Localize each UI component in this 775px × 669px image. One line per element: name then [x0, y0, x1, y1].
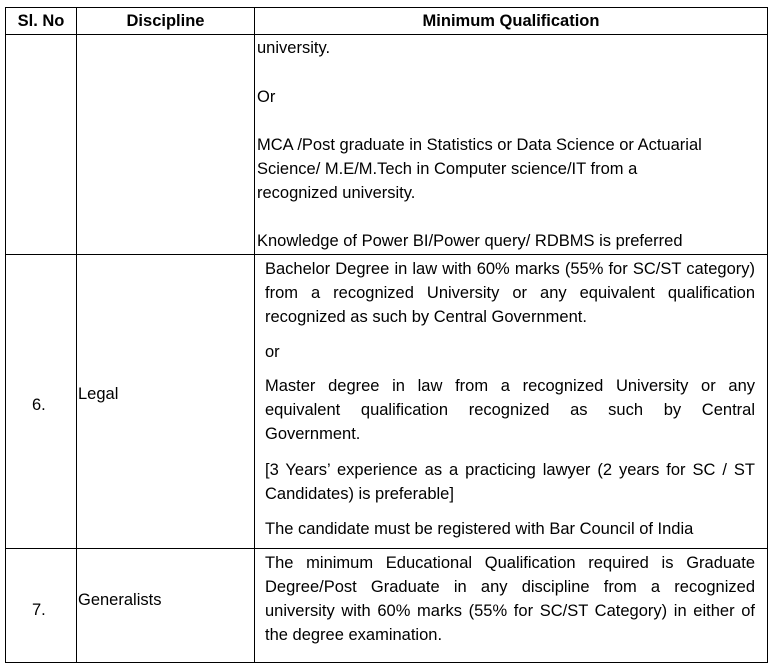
qualification-text: Master degree in law from a recognized University or any equivalent qualification recognized as such by Central Government. [265, 377, 755, 443]
row-discipline: Generalists [78, 591, 162, 609]
experience-text: [3 Years’ experience as a practicing lawyer (2 years for SC / ST Candidates) is preferable] [265, 461, 755, 503]
or-separator: or [265, 343, 280, 361]
row-discipline: Legal [78, 385, 119, 403]
header-discipline: Discipline [126, 12, 205, 30]
header-sl-no: Sl. No [17, 12, 65, 30]
header-minimum-qualification: Minimum Qualification [422, 12, 600, 30]
registration-text: The candidate must be registered with Bar Council of India [265, 520, 694, 538]
or-separator: Or [257, 88, 276, 106]
qualification-text: The minimum Educational Qualification required is Graduate Degree/Post Graduate in any discipline from a recognized university with 60% marks (55% for SC/ST Category) in either of the degree examination. [265, 554, 755, 644]
table-border-top [5, 7, 768, 8]
qualification-text: Science/ M.E/M.Tech in Computer science/IT from a [257, 160, 638, 178]
qualification-text: recognized university. [257, 184, 416, 202]
column-divider [76, 7, 77, 663]
header-divider [5, 34, 768, 35]
qualification-text: Bachelor Degree in law with 60% marks (55% for SC/ST category) from a recognized University or any equivalent qualification recognized as such by Central Government. [265, 260, 755, 326]
table-border-left [5, 7, 6, 663]
column-divider [254, 7, 255, 663]
qualification-text: university. [257, 39, 331, 57]
row-sl-no: 6. [32, 396, 46, 414]
preference-text: Knowledge of Power BI/Power query/ RDBMS is preferred [257, 232, 683, 250]
row-divider [5, 254, 768, 255]
row-sl-no: 7. [32, 601, 46, 619]
table-border-bottom [5, 662, 768, 663]
row-divider [5, 548, 768, 549]
table-border-right [767, 7, 768, 663]
qualification-text: MCA /Post graduate in Statistics or Data Science or Actuarial [257, 136, 702, 154]
